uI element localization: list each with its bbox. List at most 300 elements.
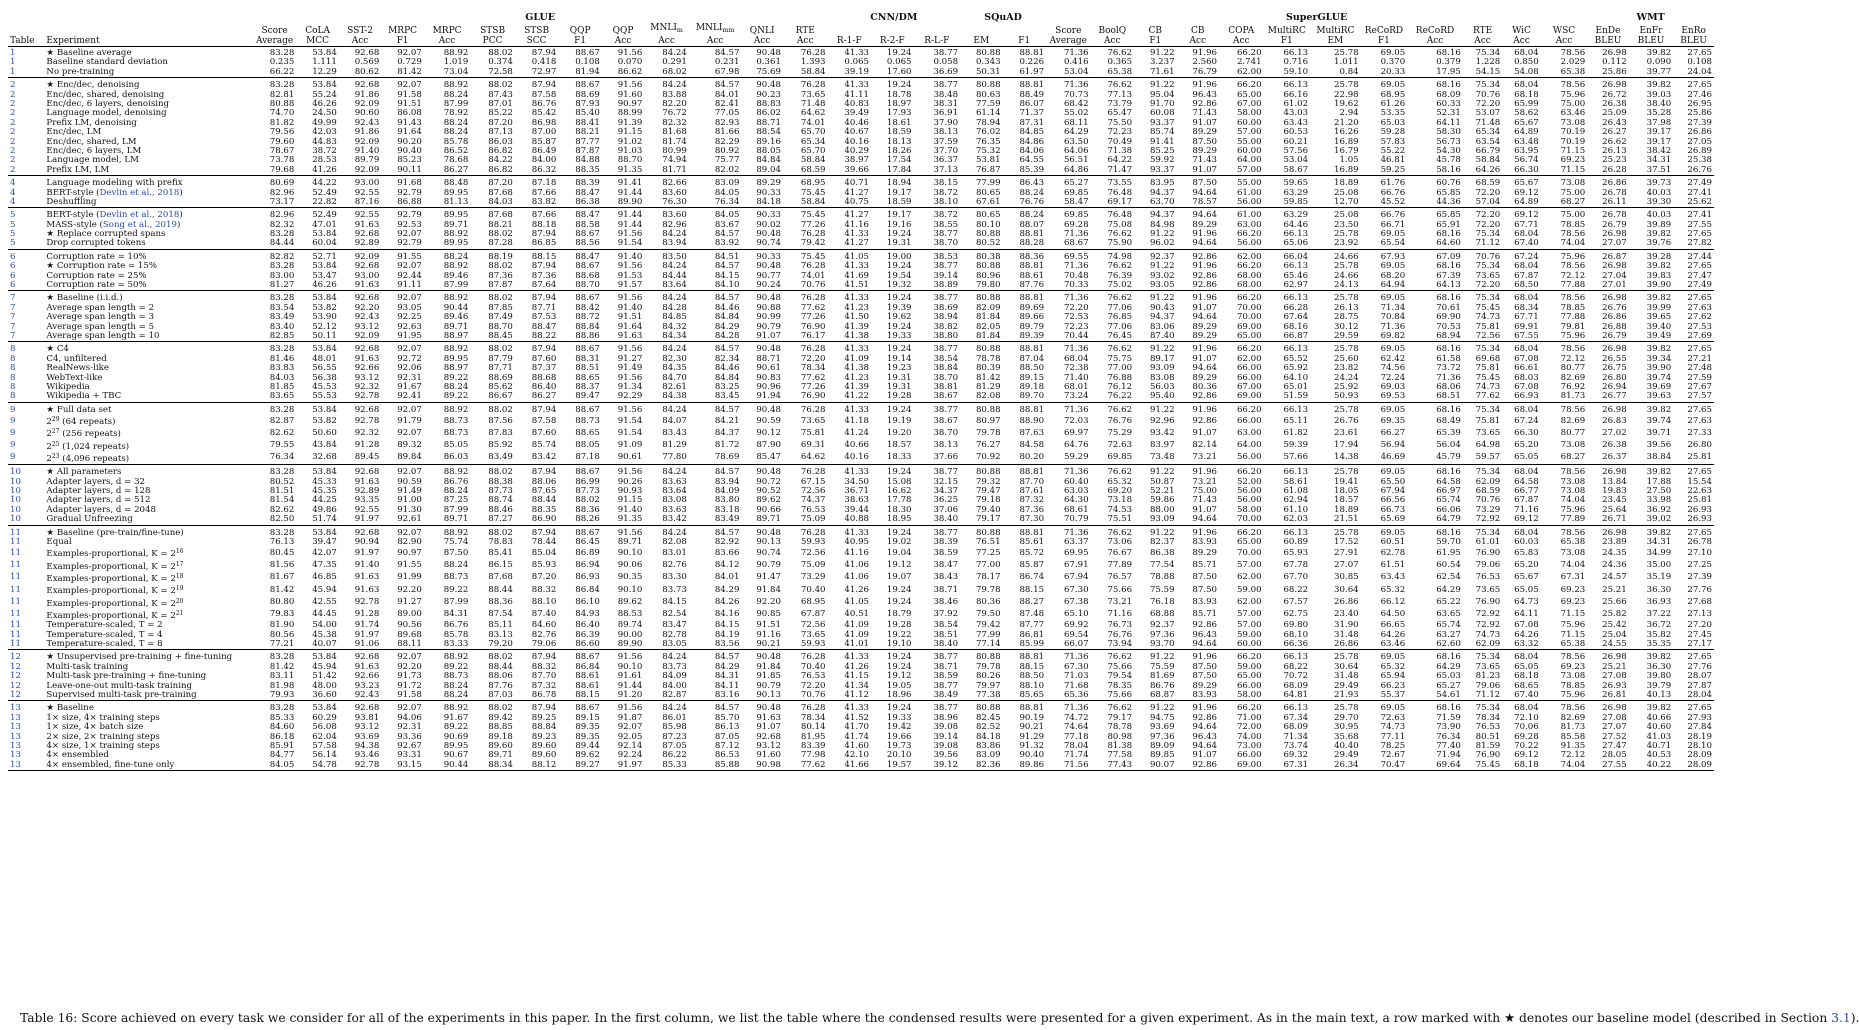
score-cell: 38.77 bbox=[933, 527, 959, 538]
score-cell: 24.55 bbox=[1602, 638, 1627, 649]
score-cell: 74.01 bbox=[800, 270, 826, 281]
score-cell: 76.18 bbox=[1149, 597, 1175, 608]
table-ref-link[interactable]: 10 bbox=[10, 476, 21, 487]
score-cell: 70.19 bbox=[1560, 127, 1586, 138]
score-cell: 93.09 bbox=[1149, 514, 1175, 525]
score-cell: 61.95 bbox=[1436, 547, 1461, 558]
score-cell: 85.61 bbox=[1019, 537, 1045, 548]
score-cell: 19.24 bbox=[886, 597, 912, 608]
table-ref-link[interactable]: 12 bbox=[10, 671, 21, 682]
score-cell: 26.78 bbox=[1602, 187, 1627, 198]
score-cell: 91.22 bbox=[1149, 404, 1175, 415]
score-cell: 76.28 bbox=[800, 344, 826, 355]
score-cell: 79.54 bbox=[1107, 671, 1133, 682]
score-cell: 46.81 bbox=[1380, 155, 1406, 166]
score-cell: 27.17 bbox=[1687, 638, 1712, 649]
score-cell: 84.00 bbox=[662, 680, 687, 691]
score-cell: 27.59 bbox=[1687, 372, 1712, 383]
score-cell: 91.97 bbox=[354, 514, 380, 525]
table-ref-link[interactable]: 11 bbox=[10, 527, 21, 538]
score-cell: 68.04 bbox=[1514, 467, 1539, 478]
score-cell: 40.40 bbox=[1334, 740, 1359, 751]
table-ref-link[interactable]: 2 bbox=[10, 155, 16, 166]
score-cell: 70.19 bbox=[1560, 136, 1586, 147]
table-ref-link[interactable]: 2 bbox=[10, 80, 16, 91]
score-cell: 88.97 bbox=[443, 363, 469, 374]
score-cell: 88.65 bbox=[575, 372, 600, 383]
score-cell: 65.38 bbox=[1560, 537, 1586, 548]
table-ref-link[interactable]: 5 bbox=[10, 210, 16, 221]
score-cell: 80.65 bbox=[975, 187, 1001, 198]
score-cell: 69.90 bbox=[1436, 312, 1461, 323]
score-cell: 76.53 bbox=[800, 671, 826, 682]
table-ref-link[interactable]: 5 bbox=[10, 219, 16, 230]
score-cell: 0.070 bbox=[617, 57, 643, 68]
score-cell: 62.75 bbox=[1283, 609, 1309, 620]
score-cell: 80.96 bbox=[975, 270, 1001, 281]
score-cell: 72.23 bbox=[1063, 321, 1089, 332]
table-ref-link[interactable]: 10 bbox=[10, 495, 21, 506]
column-header bbox=[1502, 23, 1540, 47]
score-cell: 84.24 bbox=[662, 261, 687, 272]
score-cell: 30.64 bbox=[1334, 661, 1359, 672]
experiment-name: ★ Full data set bbox=[46, 404, 112, 415]
score-cell: 36.60 bbox=[312, 689, 337, 700]
score-cell: 19.24 bbox=[886, 652, 912, 663]
score-cell: 16.26 bbox=[1334, 127, 1359, 138]
table-ref-link[interactable]: 13 bbox=[10, 722, 21, 733]
score-cell: 83.28 bbox=[269, 703, 295, 714]
score-cell: 56.74 bbox=[1514, 155, 1539, 166]
score-cell: 60.76 bbox=[1436, 178, 1461, 189]
score-cell: 91.11 bbox=[397, 280, 422, 291]
table-ref-link[interactable]: 10 bbox=[10, 504, 21, 515]
score-cell: 88.81 bbox=[1019, 344, 1045, 355]
score-cell: 51.74 bbox=[312, 514, 337, 525]
score-cell: 89.35 bbox=[575, 731, 600, 742]
score-cell: 45.52 bbox=[1380, 196, 1406, 207]
score-cell: 40.16 bbox=[844, 452, 870, 463]
score-cell: 92.09 bbox=[354, 164, 380, 175]
table-ref-link[interactable]: 12 bbox=[10, 652, 21, 663]
score-cell: 92.68 bbox=[354, 80, 380, 91]
score-cell: 1.011 bbox=[1334, 57, 1359, 68]
score-cell: 75.08 bbox=[1107, 219, 1133, 230]
score-cell: 0.729 bbox=[397, 57, 422, 68]
score-cell: 83.28 bbox=[269, 261, 295, 272]
score-cell: 59.92 bbox=[1149, 155, 1175, 166]
table-ref-link[interactable]: 10 bbox=[10, 486, 21, 497]
table-ref-link[interactable]: 13 bbox=[10, 712, 21, 723]
score-cell: 90.21 bbox=[756, 638, 781, 649]
score-cell: 26.43 bbox=[1602, 117, 1627, 128]
score-cell: 19.17 bbox=[886, 187, 912, 198]
score-cell: 26.34 bbox=[1334, 759, 1359, 770]
score-cell: 89.29 bbox=[1192, 680, 1218, 691]
experiment-name: $2^{25}$ (1,024 repeats) bbox=[46, 440, 130, 452]
score-cell: 64.29 bbox=[1063, 127, 1089, 138]
score-cell: 29.49 bbox=[1334, 680, 1359, 691]
score-cell: 19.24 bbox=[886, 344, 912, 355]
table-ref-link[interactable]: 2 bbox=[10, 89, 16, 100]
score-cell: 77.89 bbox=[1107, 560, 1133, 571]
table-ref-link[interactable]: 6 bbox=[10, 261, 16, 272]
score-cell: 0.569 bbox=[354, 57, 380, 68]
table-ref-link[interactable]: 10 bbox=[10, 467, 21, 478]
score-cell: 94.64 bbox=[1192, 722, 1218, 733]
score-cell: 67.87 bbox=[800, 609, 826, 620]
score-cell: 91.96 bbox=[1192, 652, 1218, 663]
table-ref-link[interactable]: 9 bbox=[10, 404, 16, 415]
table-ref-link[interactable]: 6 bbox=[10, 251, 16, 262]
score-cell: 75.59 bbox=[1149, 584, 1175, 595]
score-cell: 87.58 bbox=[531, 415, 557, 426]
score-cell: 53.84 bbox=[312, 527, 337, 538]
table-ref-link[interactable]: 9 bbox=[10, 440, 16, 451]
score-cell: 90.88 bbox=[756, 302, 781, 313]
score-cell: 41.24 bbox=[844, 427, 870, 438]
score-cell: 67.61 bbox=[975, 196, 1001, 207]
table-ref-link[interactable]: 4 bbox=[10, 196, 16, 207]
score-cell: 82.76 bbox=[531, 629, 557, 640]
score-cell: 20.33 bbox=[1380, 66, 1406, 77]
score-cell: 41.01 bbox=[844, 638, 870, 649]
score-cell: 71.36 bbox=[1063, 261, 1089, 272]
score-cell: 54.15 bbox=[1475, 66, 1501, 77]
score-cell: 87.05 bbox=[662, 740, 687, 751]
column-header bbox=[1541, 23, 1588, 47]
score-cell: 39.14 bbox=[933, 270, 959, 281]
table-ref-link[interactable]: 1 bbox=[10, 57, 16, 68]
score-cell: 41.05 bbox=[844, 597, 870, 608]
score-cell: 86.45 bbox=[575, 537, 600, 548]
table-ref-link[interactable]: 5 bbox=[10, 238, 16, 249]
score-cell: 88.92 bbox=[443, 48, 469, 59]
score-cell: 90.48 bbox=[756, 404, 781, 415]
score-cell: 19.66 bbox=[886, 731, 912, 742]
score-cell: 71.47 bbox=[1107, 164, 1133, 175]
score-cell: 27.82 bbox=[1687, 238, 1712, 249]
score-cell: 0.343 bbox=[975, 57, 1001, 68]
table-ref-link[interactable]: 6 bbox=[10, 270, 16, 281]
score-cell: 84.85 bbox=[662, 312, 687, 323]
table-ref-link[interactable]: 11 bbox=[10, 638, 21, 649]
score-cell: 38.69 bbox=[933, 302, 959, 313]
score-cell: 60.00 bbox=[1236, 638, 1262, 649]
score-cell: 38.77 bbox=[933, 652, 959, 663]
score-cell: 89.25 bbox=[531, 712, 557, 723]
table-ref-link[interactable]: 8 bbox=[10, 391, 16, 402]
score-cell: 67.87 bbox=[1514, 270, 1539, 281]
table-ref-link[interactable]: 8 bbox=[10, 353, 16, 364]
score-cell: 57.83 bbox=[1380, 136, 1406, 147]
caption-section-ref[interactable]: 3.1 bbox=[1831, 1011, 1851, 1025]
score-cell: 88.02 bbox=[488, 229, 513, 240]
score-cell: 19.24 bbox=[886, 467, 912, 478]
score-cell: 83.09 bbox=[714, 178, 740, 189]
score-cell: 76.53 bbox=[1475, 722, 1501, 733]
score-cell: 34.50 bbox=[844, 476, 870, 487]
table-ref-link[interactable]: 2 bbox=[10, 145, 16, 156]
experiment-name: 4× ensembled bbox=[46, 750, 109, 761]
score-cell: 91.47 bbox=[756, 572, 781, 583]
score-cell: 28.09 bbox=[1687, 759, 1712, 770]
table-ref-link[interactable]: 1 bbox=[10, 48, 16, 59]
score-cell: 70.33 bbox=[1063, 280, 1089, 291]
score-cell: 55.02 bbox=[1063, 108, 1089, 119]
score-cell: 89.71 bbox=[443, 219, 469, 230]
score-cell: 39.03 bbox=[1646, 89, 1672, 100]
score-cell: 87.68 bbox=[488, 572, 513, 583]
score-cell: 81.46 bbox=[269, 353, 295, 364]
table-ref-link[interactable]: 5 bbox=[10, 229, 16, 240]
score-cell: 88.19 bbox=[488, 251, 513, 262]
score-cell: 64.89 bbox=[1514, 127, 1539, 138]
score-cell: 89.60 bbox=[531, 750, 557, 761]
score-cell: 73.00 bbox=[1236, 740, 1262, 751]
score-cell: 84.35 bbox=[662, 363, 687, 374]
score-cell: 75.34 bbox=[1475, 261, 1501, 272]
table-ref-link[interactable]: 13 bbox=[10, 759, 21, 770]
table-ref-link[interactable]: 11 bbox=[10, 547, 21, 558]
table-ref-link[interactable]: 11 bbox=[10, 597, 21, 608]
score-cell: 87.99 bbox=[443, 504, 469, 515]
table-ref-link[interactable]: 12 bbox=[10, 689, 21, 700]
score-cell: 91.96 bbox=[1192, 229, 1218, 240]
score-cell: 26.93 bbox=[1687, 504, 1712, 515]
table-ref-link[interactable]: 7 bbox=[10, 302, 16, 313]
score-cell: 88.02 bbox=[488, 48, 513, 59]
score-cell: 71.34 bbox=[1380, 302, 1406, 313]
score-cell: 35.35 bbox=[1646, 638, 1672, 649]
table-ref-link[interactable]: 8 bbox=[10, 344, 16, 355]
column-header bbox=[914, 23, 961, 47]
score-cell: 78.92 bbox=[443, 108, 469, 119]
score-cell: 59.86 bbox=[1149, 495, 1175, 506]
score-cell: 45.38 bbox=[312, 629, 337, 640]
score-cell: 77.26 bbox=[800, 219, 826, 230]
score-cell: 43.03 bbox=[1283, 108, 1309, 119]
score-cell: 84.18 bbox=[756, 196, 781, 207]
score-cell: 82.96 bbox=[269, 210, 295, 221]
table-ref-link[interactable]: 7 bbox=[10, 321, 16, 332]
score-cell: 70.76 bbox=[800, 689, 826, 700]
score-cell: 83.28 bbox=[269, 467, 295, 478]
column-header bbox=[1177, 23, 1219, 47]
score-cell: 94.37 bbox=[1149, 210, 1175, 221]
table-ref-link[interactable]: 6 bbox=[10, 280, 16, 291]
score-cell: 81.13 bbox=[443, 196, 469, 207]
score-cell: 83.47 bbox=[662, 620, 687, 631]
score-cell: 74.00 bbox=[1236, 731, 1262, 742]
table-ref-link[interactable]: 8 bbox=[10, 381, 16, 392]
score-cell: 81.95 bbox=[800, 731, 826, 742]
score-cell: 76.51 bbox=[975, 537, 1001, 548]
score-cell: 92.07 bbox=[397, 527, 422, 538]
column-header-metric: MCC bbox=[306, 36, 330, 46]
score-cell: 61.26 bbox=[1380, 99, 1406, 109]
score-cell: 68.95 bbox=[800, 597, 826, 608]
score-cell: 78.56 bbox=[1560, 261, 1586, 272]
table-ref-link[interactable]: 1 bbox=[10, 66, 16, 77]
score-cell: 56.38 bbox=[312, 372, 337, 383]
score-cell: 19.33 bbox=[886, 330, 912, 341]
table-ref-link[interactable]: 11 bbox=[10, 620, 21, 631]
score-cell: 40.16 bbox=[844, 136, 870, 147]
score-cell: 91.56 bbox=[617, 652, 643, 663]
score-cell: 64.00 bbox=[1236, 440, 1262, 451]
score-cell: 92.07 bbox=[397, 261, 422, 272]
score-cell: 41.38 bbox=[844, 363, 870, 374]
score-cell: 90.10 bbox=[617, 547, 643, 558]
score-cell: 27.55 bbox=[1602, 759, 1627, 770]
score-cell: 55.22 bbox=[1380, 145, 1406, 156]
score-cell: 79.06 bbox=[1475, 560, 1501, 571]
table-ref-link[interactable]: 2 bbox=[10, 127, 16, 138]
score-cell: 92.78 bbox=[354, 759, 380, 770]
score-cell: 59.93 bbox=[800, 537, 826, 548]
table-ref-link[interactable]: 11 bbox=[10, 560, 21, 571]
table-row bbox=[8, 597, 1714, 609]
table-ref-link[interactable]: 11 bbox=[10, 572, 21, 583]
score-cell: 86.03 bbox=[488, 136, 513, 147]
experiment-name: Enc/dec, shared, denoising bbox=[46, 89, 165, 100]
score-cell: 57.00 bbox=[1236, 164, 1262, 175]
score-cell: 91.63 bbox=[354, 353, 380, 364]
table-ref-link[interactable]: 13 bbox=[10, 750, 21, 761]
table-ref-link[interactable]: 9 bbox=[10, 452, 16, 463]
table-ref-link[interactable]: 4 bbox=[10, 187, 16, 198]
score-cell: 66.56 bbox=[1380, 495, 1406, 506]
score-cell: 86.88 bbox=[397, 196, 422, 207]
score-cell: 53.84 bbox=[312, 48, 337, 59]
table-ref-link[interactable]: 9 bbox=[10, 415, 16, 426]
column-header-name: CB bbox=[1148, 26, 1163, 36]
score-cell: 86.43 bbox=[1019, 178, 1045, 189]
table-ref-link[interactable]: 11 bbox=[10, 609, 21, 620]
experiment-name: C4, unfiltered bbox=[46, 353, 107, 364]
score-cell: 64.26 bbox=[1380, 629, 1406, 640]
score-cell: 39.80 bbox=[1646, 671, 1672, 682]
score-cell: 41.70 bbox=[844, 722, 870, 733]
table-ref-link[interactable]: 9 bbox=[10, 427, 16, 438]
table-ref-link[interactable]: 2 bbox=[10, 136, 16, 147]
score-cell: 47.01 bbox=[312, 219, 337, 230]
score-cell: 48.01 bbox=[312, 353, 337, 364]
score-cell: 84.07 bbox=[662, 415, 687, 426]
score-cell: 89.46 bbox=[443, 270, 469, 281]
table-row bbox=[8, 515, 1714, 525]
score-cell: 88.24 bbox=[443, 89, 469, 100]
score-cell: 65.99 bbox=[1514, 99, 1539, 109]
score-cell: 89.95 bbox=[443, 740, 469, 751]
score-cell: 55.24 bbox=[312, 89, 337, 100]
score-cell: 74.72 bbox=[1063, 712, 1089, 723]
score-cell: 26.62 bbox=[1602, 136, 1627, 147]
score-cell: 27.41 bbox=[1687, 210, 1712, 221]
score-cell: 19.22 bbox=[886, 629, 912, 640]
score-cell: 77.05 bbox=[714, 108, 740, 119]
score-cell: 71.03 bbox=[1063, 671, 1089, 682]
table-ref-link[interactable]: 12 bbox=[10, 661, 21, 672]
score-cell: 26.98 bbox=[1602, 293, 1627, 304]
table-ref-link[interactable]: 2 bbox=[10, 108, 16, 119]
score-cell: 91.22 bbox=[1149, 261, 1175, 272]
table-ref-link[interactable]: 13 bbox=[10, 731, 21, 742]
score-cell: 88.41 bbox=[575, 117, 600, 128]
score-cell: 87.43 bbox=[488, 89, 513, 100]
score-cell: 84.15 bbox=[662, 597, 687, 608]
score-cell: 64.30 bbox=[1063, 495, 1089, 506]
score-cell: 58.30 bbox=[1436, 127, 1461, 138]
table-ref-link[interactable]: 12 bbox=[10, 680, 21, 691]
table-ref-link[interactable]: 7 bbox=[10, 330, 16, 341]
table-ref-link[interactable]: 11 bbox=[10, 584, 21, 595]
score-cell: 0.374 bbox=[488, 57, 513, 68]
table-ref-link[interactable]: 7 bbox=[10, 293, 16, 304]
score-cell: 62.04 bbox=[312, 731, 337, 742]
table-ref-link[interactable]: 11 bbox=[10, 629, 21, 640]
table-ref-link[interactable]: 10 bbox=[10, 514, 21, 525]
score-cell: 92.07 bbox=[617, 722, 643, 733]
score-cell: 63.37 bbox=[1063, 537, 1089, 548]
score-cell: 77.43 bbox=[1107, 759, 1133, 770]
table-ref-link[interactable]: 2 bbox=[10, 117, 16, 128]
table-ref-link[interactable]: 4 bbox=[10, 178, 16, 189]
table-ref-link[interactable]: 2 bbox=[10, 164, 16, 175]
table-ref-link[interactable]: 13 bbox=[10, 740, 21, 751]
score-cell: 93.12 bbox=[354, 372, 380, 383]
score-cell: 25.78 bbox=[1334, 229, 1359, 240]
table-ref-link[interactable]: 11 bbox=[10, 537, 21, 548]
score-cell: 38.70 bbox=[933, 427, 959, 438]
score-cell: 66.16 bbox=[1283, 89, 1309, 100]
score-cell: 88.81 bbox=[1019, 261, 1045, 272]
score-cell: 36.30 bbox=[1646, 584, 1672, 595]
score-cell: 84.60 bbox=[531, 620, 557, 631]
table-ref-link[interactable]: 8 bbox=[10, 372, 16, 383]
score-cell: 90.66 bbox=[756, 504, 781, 515]
score-cell: 93.00 bbox=[354, 270, 380, 281]
score-cell: 91.55 bbox=[397, 251, 422, 262]
table-ref-link[interactable]: 13 bbox=[10, 703, 21, 714]
score-cell: 19.10 bbox=[886, 638, 912, 649]
score-cell: 89.22 bbox=[443, 391, 469, 402]
table-ref-link[interactable]: 8 bbox=[10, 363, 16, 374]
score-cell: 85.71 bbox=[1192, 560, 1218, 571]
score-cell: 75.45 bbox=[1475, 372, 1501, 383]
score-cell: 79.81 bbox=[1560, 321, 1586, 332]
score-cell: 91.02 bbox=[617, 136, 643, 147]
score-cell: 75.51 bbox=[1107, 514, 1133, 525]
column-header-name: QQP bbox=[612, 26, 634, 36]
score-cell: 69.91 bbox=[1514, 321, 1539, 332]
table-ref-link[interactable]: 2 bbox=[10, 99, 16, 109]
score-cell: 37.66 bbox=[933, 452, 959, 463]
table-ref-link[interactable]: 7 bbox=[10, 312, 16, 323]
score-cell: 91.63 bbox=[354, 661, 380, 672]
experiment-name: Enc/dec, shared, LM bbox=[46, 136, 137, 147]
score-cell: 64.11 bbox=[1436, 117, 1461, 128]
score-cell: 67.24 bbox=[1514, 415, 1539, 426]
score-cell: 19.83 bbox=[1602, 486, 1627, 497]
score-cell: 68.16 bbox=[1436, 48, 1461, 59]
column-header-name: QNLI bbox=[749, 26, 775, 36]
column-header-metric: Acc bbox=[1513, 36, 1530, 46]
score-cell: 84.28 bbox=[714, 330, 740, 341]
score-cell: 89.71 bbox=[488, 750, 513, 761]
score-cell: 87.94 bbox=[531, 344, 557, 355]
